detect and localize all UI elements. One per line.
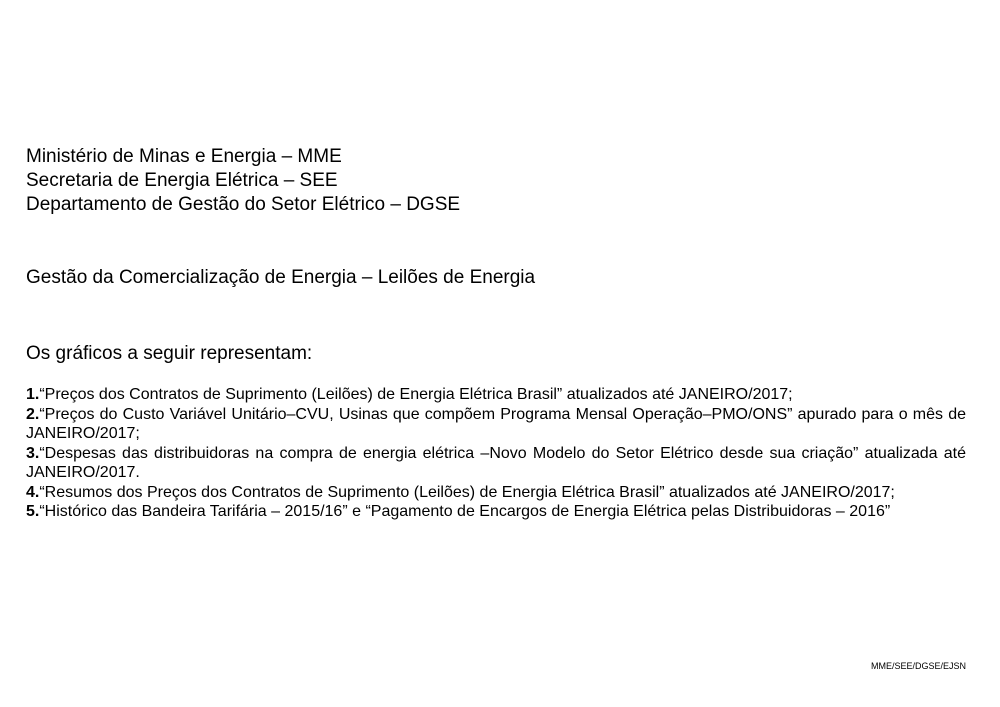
list-item-text: “Preços do Custo Variável Unitário–CVU, Usinas que compõem Programa Mensal Operação–PMO/ONS” apurado para o mês de JANEIRO/2017;: [26, 405, 966, 442]
organization-header: [26, 145, 460, 217]
department-name: Departamento de Gestão do Setor Elétrico – DGSE: [26, 194, 461, 215]
intro-text: Os gráficos a seguir representam:: [26, 343, 313, 364]
list-item-text: “Despesas das distribuidoras na compra de energia elétrica –Novo Modelo do Setor Elétrico desde sua criação” atualizada até JANEIRO/2017.: [26, 444, 966, 481]
list-item-number: 5.: [26, 503, 40, 520]
ministry-name: Ministério de Minas e Energia – MME: [26, 146, 342, 167]
list-item-number: 3.: [26, 444, 40, 462]
list-item-text: “Histórico das Bandeira Tarifária – 2015/16” e “Pagamento de Encargos de Energia Elétrica pelas Distribuidoras – 2016”: [39, 503, 891, 520]
list-item-text: “Resumos dos Preços dos Contratos de Suprimento (Leilões) de Energia Elétrica Brasil” atualizados até JANEIRO/2017;: [39, 483, 895, 501]
chart-list: [26, 385, 966, 522]
list-item: [26, 385, 966, 405]
list-item: [26, 483, 966, 503]
footer-reference: MME/SEE/DGSE/EJSN: [870, 661, 966, 671]
list-item-number: 1.: [26, 386, 40, 403]
list-item: [26, 444, 966, 483]
list-item-number: 4.: [26, 483, 40, 501]
list-item-text: “Preços dos Contratos de Suprimento (Leilões) de Energia Elétrica Brasil” atualizados até JANEIRO/2017;: [39, 386, 793, 403]
list-item-number: 2.: [26, 405, 40, 423]
list-item: [26, 405, 966, 444]
page-subtitle: Gestão da Comercialização de Energia – Leilões de Energia: [26, 267, 536, 288]
secretariat-name: Secretaria de Energia Elétrica – SEE: [26, 170, 338, 191]
list-item: [26, 502, 966, 522]
